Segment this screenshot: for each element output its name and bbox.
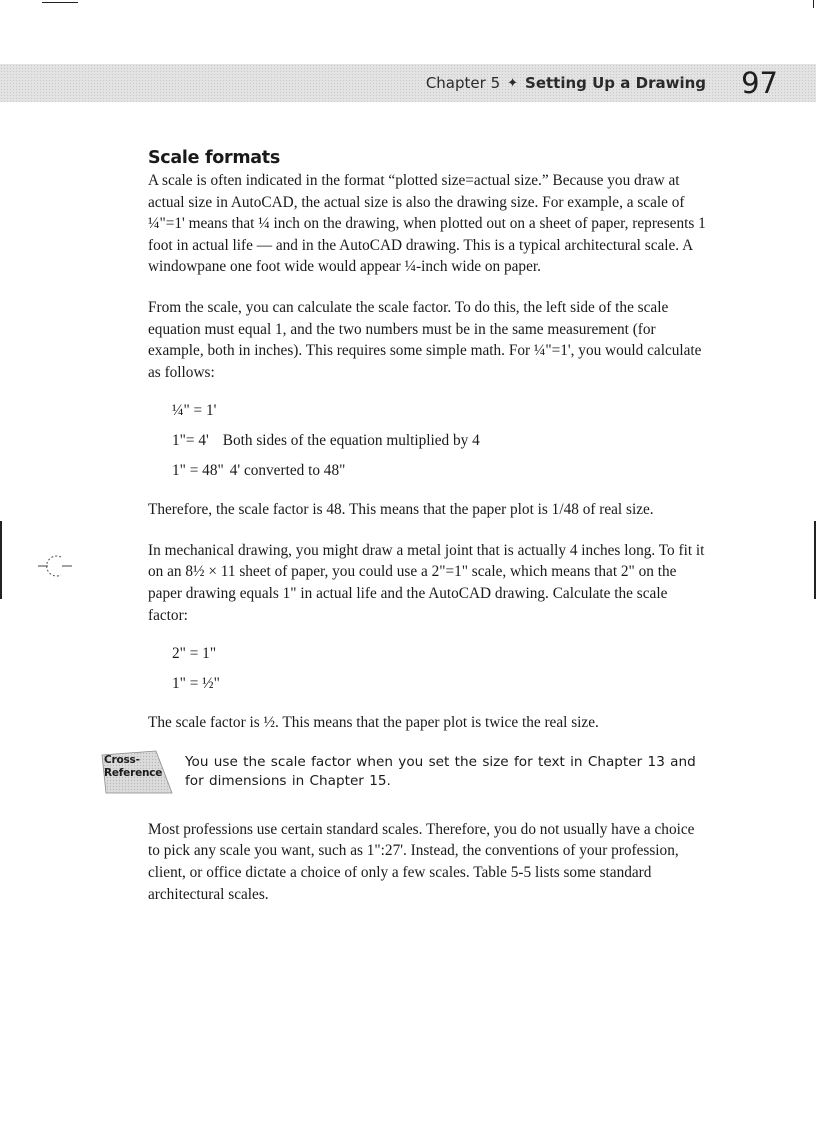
equation-block-architectural: [148, 400, 708, 481]
cross-reference-text: You use the scale factor when you set the size for text in Chapter 13 and for dimensions in Chapter 15.: [185, 753, 696, 790]
section-heading: Scale formats: [148, 148, 280, 168]
crop-mark-left: [0, 521, 2, 599]
equation-line: [172, 643, 708, 665]
paragraph-scale-factor: From the scale, you can calculate the scale factor. To do this, the left side of the scale equation must equal 1, and the two numbers must be in the same measurement (for example, both in inches). This requires some simple math. For ¼"=1', you would calculate as follows:: [148, 298, 702, 381]
cross-reference-label-line: Cross-: [104, 753, 140, 766]
paragraph-therefore: Therefore, the scale factor is 48. This means that the paper plot is 1/48 of real size.: [148, 501, 654, 519]
equation-expression: 1" = 48": [172, 461, 224, 479]
equation-comment: Both sides of the equation multiplied by 4: [222, 431, 480, 449]
equation-line: [172, 673, 708, 695]
cross-reference-note: [104, 753, 708, 801]
equation-expression: 2" = 1": [172, 645, 217, 663]
cross-reference-label: [104, 754, 170, 780]
equation-comment: 4' converted to 48": [229, 461, 346, 479]
running-header: [426, 72, 706, 94]
page-number: 97: [741, 66, 778, 100]
cross-reference-label-line: Reference: [104, 766, 163, 779]
equation-expression: ¼" = 1': [172, 402, 217, 420]
equation-line: [172, 400, 708, 422]
paragraph-scale-format: A scale is often indicated in the format “plotted size=actual size.” Because you draw at actual size in AutoCAD, the actual size is also the drawing size. For example, a scale of ¼"=1' means that ¼ inch on the drawing, when plotted out on a sheet of paper, represents 1 foot in actual life — and in the AutoCAD drawing. This is a typical architectural scale. A windowpane one foot wide would appear ¼-inch wide on paper.: [148, 172, 706, 276]
equation-line: [172, 460, 708, 482]
diamond-icon: ✦: [507, 75, 519, 91]
equation-expression: 1"= 4': [172, 431, 209, 449]
chapter-title: Setting Up a Drawing: [525, 74, 706, 92]
chapter-label: Chapter 5: [425, 74, 501, 92]
paragraph-mechanical: In mechanical drawing, you might draw a metal joint that is actually 4 inches long. To fit it on an 8½ × 11 sheet of paper, you could use a 2"=1" scale, which means that 2" on the paper drawing equals 1" in actual life and the AutoCAD drawing. Calculate the scale factor:: [148, 541, 705, 624]
paragraph-standard-scales: Most professions use certain standard scales. Therefore, you do not usually have a choice to pick any scale you want, such as 1":27'. Instead, the conventions of your profession, client, or office dictate a choice of only a few scales. Table 5-5 lists some standard architectural scales.: [148, 820, 695, 903]
registration-mark-icon: [38, 549, 72, 583]
page-body: [104, 148, 708, 924]
paragraph-scale-result: The scale factor is ½. This means that the paper plot is twice the real size.: [148, 714, 599, 732]
equation-block-mechanical: [148, 643, 708, 694]
crop-mark-top-right: [813, 0, 814, 8]
equation-line: [172, 430, 708, 452]
crop-mark-top: [42, 2, 78, 3]
equation-expression: 1" = ½": [172, 674, 220, 692]
